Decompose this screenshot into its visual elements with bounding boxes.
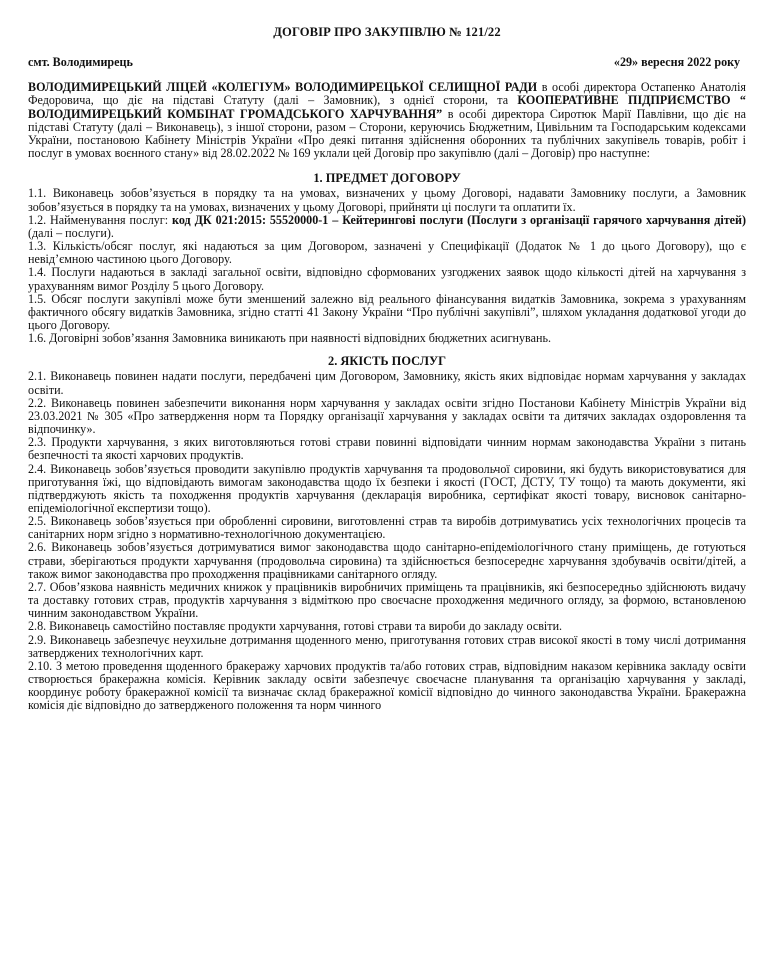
- clause-2-9: 2.9. Виконавець забезпечує неухильне дотримання щоденного меню, приготування готових страв високої якості в тому числі дотримання затверджених технологічних карт.: [28, 632, 746, 660]
- clause-1-1: 1.1. Виконавець зобов’язується в порядку та на умовах, визначених у цьому Договорі, надавати Замовнику послуги, а Замовник зобов’язується в порядку та на умовах, визначених у цьому Договорі, прийняти ці послуги та оплатити їх.: [28, 186, 746, 214]
- clause-1-2-lead: 1.2. Найменування послуг:: [28, 212, 173, 227]
- clause-1-4: 1.4. Послуги надаються в закладі загальної освіти, відповідно сформованих узгоджених заявок щодо кількості дітей на харчування з урахуванням вимог Розділу 5 цього Договору.: [28, 265, 746, 293]
- clause-2-10: 2.10. З метою проведення щоденного бракеражу харчових продуктів та/або готових страв, відповідним наказом керівника закладу освіти створюється бракеражна комісія. Керівник закладу освіти забезпечує своєчасне планування та організацію харчування у закладі, координує роботу бракеражної комісії та визначає склад бракеражної комісії відповідно до чинного законодавства України. Бракеражна комісія діє відповідно до затвердженого положення та норм чинного: [28, 658, 746, 713]
- clause-2-5: 2.5. Виконавець зобов’язується при обробленні сировини, виготовленні страв та виробів дотримуватись усіх технологічних процесів та санітарних норм згідно з нормативно-технологічною документацією.: [28, 514, 746, 542]
- contractor-name: КООПЕРАТИВНЕ ПІДПРИЄМСТВО “ ВОЛОДИМИРЕЦЬКИЙ КОМБІНАТ ГРОМАДСЬКОГО ХАРЧУВАННЯ”: [28, 93, 746, 121]
- clause-1-3: 1.3. Кількість/обсяг послуг, які надаються за цим Договором, зазначені у Специфікації (Додаток № 1 до цього Договору), що є невід’ємною частиною цього Договору.: [28, 239, 746, 267]
- clause-2-3: 2.3. Продукти харчування, з яких виготовляються готові страви повинні відповідати чинним нормам законодавства України з питань безпечності та якості харчових продуктів.: [28, 435, 746, 463]
- clause-1-6: 1.6. Договірні зобов’язання Замовника виникають при наявності відповідних бюджетних асигнувань.: [28, 331, 551, 346]
- clause-1-2-tail: (далі – послуги).: [28, 225, 114, 240]
- clause-1-5: 1.5. Обсяг послуги закупівлі може бути зменшений залежно від реального фінансування видатків Замовника, зокрема з урахуванням фактичного обсягу видатків Замовника, згідно статті 41 Закону України “Про публічні закупівлі”, шляхом укладання додаткової угоди до цього Договору.: [28, 291, 746, 332]
- clause-2-7: 2.7. Обов’язкова наявність медичних книжок у працівників виробничих приміщень та працівників, які безпосередньо здійснюють видачу та доставку готових страв, продуктів харчування з відміткою про своєчасне проходження медичного огляду, за формою, встановленою чинним законодавством України.: [28, 579, 746, 621]
- preamble-text-1: в особі директора Остапенко Анатолія Федоровича, що діє на підставі Статуту (далі – Замовник), з однієї сторони, та: [28, 80, 746, 108]
- service-code: код ДК 021:2015: 55520000-1 – Кейтерингові послуги (Послуги з організації гарячого харчування дітей): [172, 212, 746, 227]
- clause-2-6: 2.6. Виконавець зобов’язується дотримуватися вимог законодавства щодо санітарно-епідеміологічного стану приміщень, де готуються страви, зберігаються продукти харчування (продовольча сировина) та здійснюється безпосереднє харчування здобувачів освіти/дітей, а також вимог законодавства про проходження працівниками санітарного огляду.: [28, 540, 746, 581]
- document-title: ДОГОВІР ПРО ЗАКУПІВЛЮ № 121/22: [273, 25, 501, 39]
- contract-place: смт. Володимирець: [28, 55, 133, 70]
- clause-1-2: [28, 214, 746, 240]
- place-date-line: [28, 56, 746, 69]
- clause-2-8: 2.8. Виконавець самостійно поставляє продукти харчування, готові страви та вироби до закладу освіти.: [28, 619, 563, 634]
- section-1-title: 1. ПРЕДМЕТ ДОГОВОРУ: [313, 171, 461, 186]
- preamble-text-2: в особі директора Сиротюк Марії Павлівни, що діє на підставі Статуту (далі – Виконавець), з іншої сторони, разом – Сторони, керуючись Бюджетним, Цивільним та Господарським кодексами України, постановою Кабінету Міністрів України «Про деякі питання здійснення оборонних та публічних закупівель товарів, робіт і послуг в умовах воєнного стану» від 28.02.2022 № 169 уклали цей Договір про закупівлю (далі – Договір) про наступне:: [28, 106, 746, 161]
- clause-2-1: 2.1. Виконавець повинен надати послуги, передбачені цим Договором, Замовнику, якість яких відповідає нормам харчування у закладах освіти.: [28, 369, 746, 397]
- clause-2-4: 2.4. Виконавець зобов’язується проводити закупівлю продуктів харчування та продовольчої сировини, які будуть використовуватися для приготування їжі, що відповідають вимогам законодавства щодо їх безпеки і якості (ГОСТ, ДСТУ, ТУ тощо) та мають документи, які підтверджують якість та походження продуктів харчування (декларація виробника, сертифікат якості товару, висновок санітарно-епідеміологічної експертизи тощо).: [28, 461, 746, 515]
- contract-date: «29» вересня 2022 року: [613, 55, 740, 70]
- preamble: [28, 81, 746, 160]
- customer-name: ВОЛОДИМИРЕЦЬКИЙ ЛІЦЕЙ «КОЛЕГІУМ» ВОЛОДИМИРЕЦЬКОЇ СЕЛИЩНОЇ РАДИ: [28, 80, 538, 95]
- clause-2-2: 2.2. Виконавець повинен забезпечити виконання норм харчування у закладах освіти згідно Постанови Кабінету Міністрів України від 23.03.2021 № 305 «Про затвердження норм та Порядку організації харчування у закладах освіти та дитячих закладах оздоровлення та відпочинку».: [28, 395, 746, 437]
- section-2-title: 2. ЯКІСТЬ ПОСЛУГ: [328, 354, 446, 369]
